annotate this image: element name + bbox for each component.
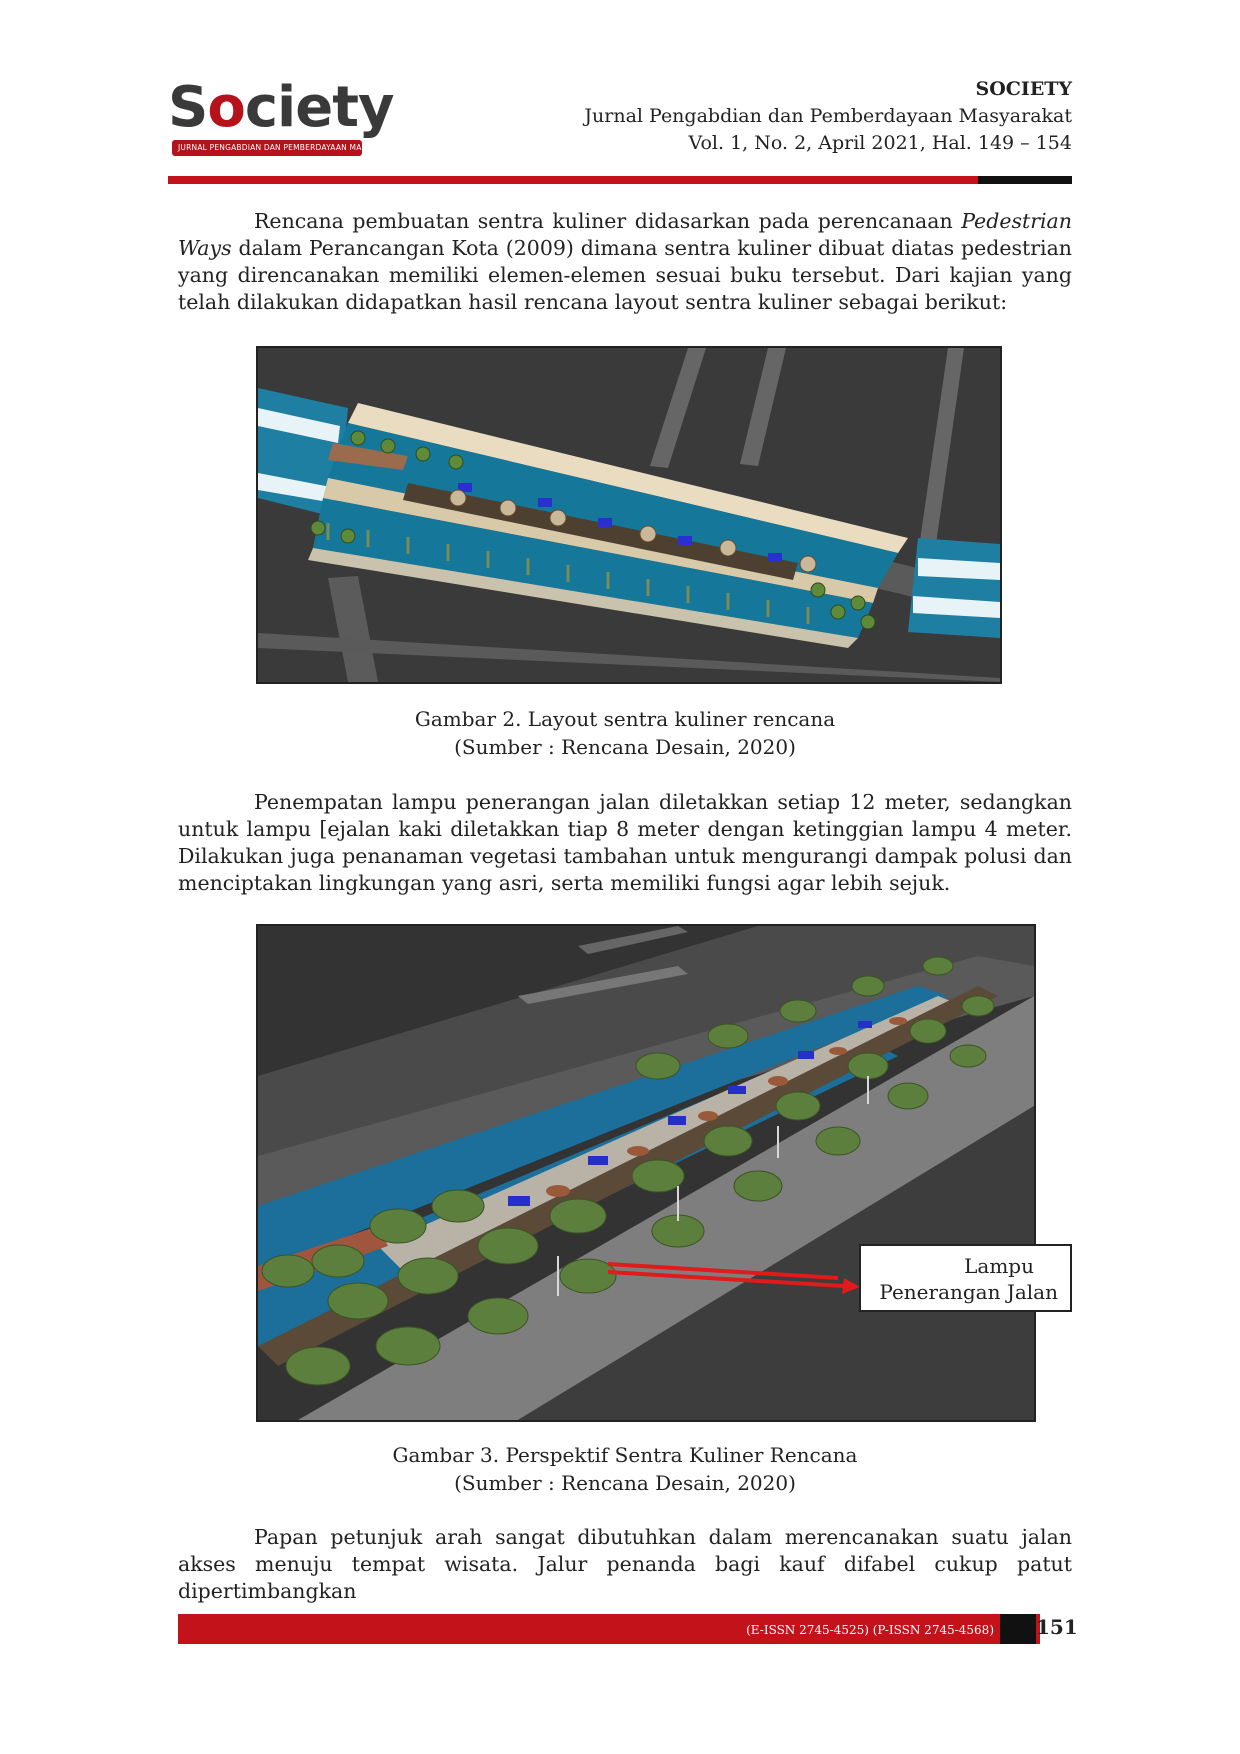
logo-letter-o: o (207, 75, 245, 140)
callout-line-2: Penerangan Jalan (879, 1280, 1058, 1304)
figure-2-render (258, 348, 1000, 682)
paragraph-2-text: Penempatan lampu penerangan jalan diletakkan setiap 12 meter, sedangkan untuk lampu [ejalan kaki diletakkan tiap 8 meter dengan ketinggian lampu 4 meter. Dilakukan juga penanaman vegetasi tambahan untuk mengurangi dampak polusi dan menciptakan lingkungan yang asri, serta memiliki fungsi agar lebih sejuk. (178, 790, 1072, 895)
paragraph-1-italic: Pedestrian Ways (178, 209, 1072, 260)
footer-black-block (1000, 1614, 1036, 1644)
paragraph-3-text: Papan petunjuk arah sangat dibutuhkan dalam merencanakan suatu jalan akses menuju tempat wisata. Jalur penanda bagi kauf difabel cukup patut dipertimbangkan (178, 1525, 1072, 1603)
figure-3-perspective-image (256, 924, 1036, 1422)
paragraph-3 (178, 1524, 1072, 1605)
paragraph-1 (178, 208, 1072, 316)
figure-3-caption: Gambar 3. Perspektif Sentra Kuliner Rencana (392, 1443, 858, 1467)
paragraph-2 (178, 789, 1072, 897)
figure-2-caption: Gambar 2. Layout sentra kuliner rencana (414, 707, 836, 731)
callout-arrow (608, 1266, 860, 1294)
page-number: 151 (1036, 1615, 1078, 1639)
journal-full-title: Jurnal Pengabdian dan Pemberdayaan Masyarakat (584, 105, 1072, 127)
figure-3-source: (Sumber : Rencana Desain, 2020) (454, 1471, 796, 1495)
figure-3-render (258, 926, 1034, 1420)
header-rule-black (978, 176, 1072, 184)
journal-logo (168, 75, 408, 160)
logo-letter-s: S (168, 75, 208, 140)
callout-line-1: Lampu (964, 1254, 1034, 1278)
paragraph-1-end: dalam Perancangan Kota (2009) dimana sentra kuliner dibuat diatas pedestrian yang direncanakan memiliki elemen-elemen sesuai buku tersebut. Dari kajian yang telah dilakukan didapatkan hasil rencana layout sentra kuliner sebagai berikut: (178, 236, 1072, 314)
journal-volume: Vol. 1, No. 2, April 2021, Hal. 149 – 154 (688, 132, 1072, 154)
header-rule (168, 176, 1072, 184)
footer-issn: (E-ISSN 2745-4525) (P-ISSN 2745-4568) (746, 1623, 994, 1637)
journal-header (584, 76, 1072, 157)
header-rule-red (168, 176, 978, 184)
logo-tagline: JURNAL PENGABDIAN DAN PEMBERDAYAAN MASYARAKAT (178, 143, 401, 152)
paragraph-1-start: Rencana pembuatan sentra kuliner didasarkan pada perencanaan (254, 209, 962, 233)
journal-short-title: SOCIETY (975, 78, 1072, 100)
figure-2-source: (Sumber : Rencana Desain, 2020) (454, 735, 796, 759)
logo-wordmark (168, 76, 393, 140)
street-lamp-callout (859, 1244, 1072, 1312)
figure-2-layout-image (256, 346, 1002, 684)
logo-letters-rest: ciety (244, 75, 394, 140)
